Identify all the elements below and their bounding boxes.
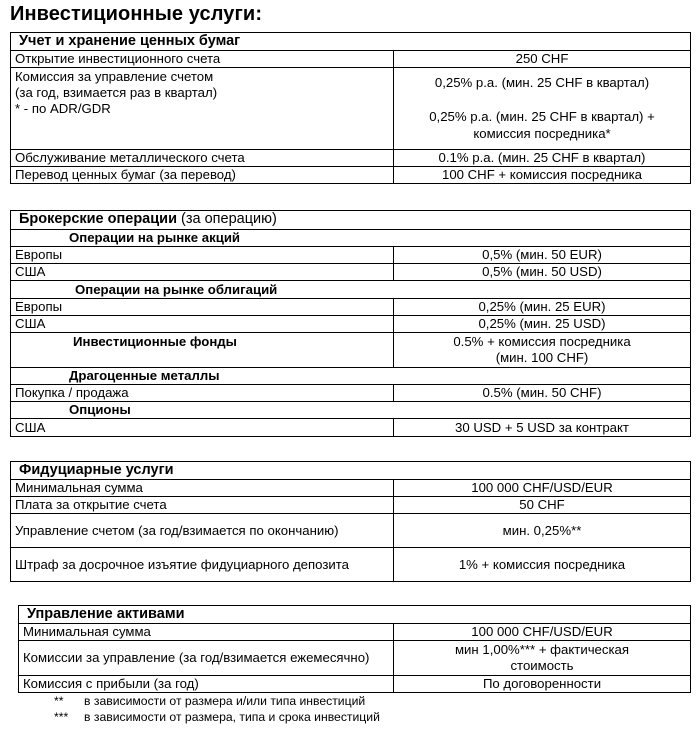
page-title: Инвестиционные услуги: — [10, 3, 263, 25]
footnote-text: в зависимости от размера и/или типа инвестиций — [84, 694, 366, 708]
asset-management-header: Управление активами — [19, 606, 691, 624]
footnote-mark: *** — [54, 710, 69, 724]
row-value: 100 000 CHF/USD/EUR — [394, 624, 691, 641]
row-label-multiline: Штраф за досрочное изъятие фидуциарного депозита — [11, 548, 394, 582]
row-value-multiline: 0,25% p.a. (мин. 25 CHF в квартал) 0,25% p.a. (мин. 25 CHF в квартал) + комиссия посредника* — [394, 67, 691, 149]
row-label: Обслуживание металлического счета — [11, 149, 394, 166]
bonds-subheader-blank — [394, 281, 691, 299]
row-label: Минимальная сумма — [11, 480, 394, 497]
metals-subheader: Драгоценные металлы — [11, 368, 394, 385]
metals-subheader-blank — [394, 368, 691, 385]
row-value: 100 000 CHF/USD/EUR — [394, 480, 691, 497]
row-value: 0,5% (мин. 50 USD) — [394, 264, 691, 281]
row-label-multiline: Комиссии за управление (за год/взимается ежемесячно) — [19, 641, 394, 676]
row-label: Европы — [11, 299, 394, 316]
brokerage-header-note: (за операцию) — [177, 211, 277, 228]
footnote-mark: ** — [54, 694, 64, 708]
row-label: США — [11, 264, 394, 281]
brokerage-header-title: Брокерские операции — [19, 211, 177, 228]
row-label: США — [11, 316, 394, 333]
row-label: Плата за открытие счета — [11, 497, 394, 514]
options-subheader: Опционы — [11, 402, 394, 419]
custody-header: Учет и хранение ценных бумаг — [11, 33, 691, 51]
options-subheader-blank — [394, 402, 691, 419]
row-label: Покупка / продажа — [11, 385, 394, 402]
row-value: 100 CHF + комиссия посредника — [394, 166, 691, 183]
footnote — [54, 694, 365, 708]
row-value: 250 CHF — [394, 51, 691, 68]
row-label: США — [11, 419, 394, 437]
row-value: 0,5% (мин. 50 EUR) — [394, 247, 691, 264]
row-value: 0,25% (мин. 25 EUR) — [394, 299, 691, 316]
row-value: 0,25% (мин. 25 USD) — [394, 316, 691, 333]
funds-subheader: Инвестиционные фонды — [11, 333, 394, 368]
row-value: мин. 0,25%** — [394, 514, 691, 548]
row-value: 0.1% p.a. (мин. 25 CHF в квартал) — [394, 149, 691, 166]
funds-value: 0.5% + комиссия посредника (мин. 100 CHF) — [394, 333, 691, 368]
row-label: Европы — [11, 247, 394, 264]
footnote — [54, 710, 380, 724]
row-value: 0.5% (мин. 50 CHF) — [394, 385, 691, 402]
stocks-subheader: Операции на рынке акций — [11, 230, 394, 247]
row-value-multiline: мин 1,00%*** + фактическая стоимость — [394, 641, 691, 676]
footnote-text: в зависимости от размера, типа и срока инвестиций — [84, 710, 380, 724]
bonds-subheader: Операции на рынке облигаций — [11, 281, 394, 299]
row-value: 1% + комиссия посредника — [394, 548, 691, 582]
row-value: 30 USD + 5 USD за контракт — [394, 419, 691, 437]
row-label: Перевод ценных бумаг (за перевод) — [11, 166, 394, 183]
row-label-multiline: Комиссия за управление счетом (за год, взимается раз в квартал) * - по ADR/GDR — [11, 67, 394, 149]
row-label: Комиссия с прибыли (за год) — [19, 676, 394, 693]
fiduciary-table — [10, 461, 691, 582]
row-label: Минимальная сумма — [19, 624, 394, 641]
stocks-subheader-blank — [394, 230, 691, 247]
row-label: Открытие инвестиционного счета — [11, 51, 394, 68]
row-value: По договоренности — [394, 676, 691, 693]
fiduciary-header: Фидуциарные услуги — [11, 462, 691, 480]
row-label-multiline: Управление счетом (за год/взимается по окончанию) — [11, 514, 394, 548]
row-value: 50 CHF — [394, 497, 691, 514]
brokerage-header — [11, 211, 691, 230]
brokerage-table — [10, 210, 691, 437]
asset-management-table — [18, 605, 691, 693]
custody-table — [10, 32, 691, 184]
